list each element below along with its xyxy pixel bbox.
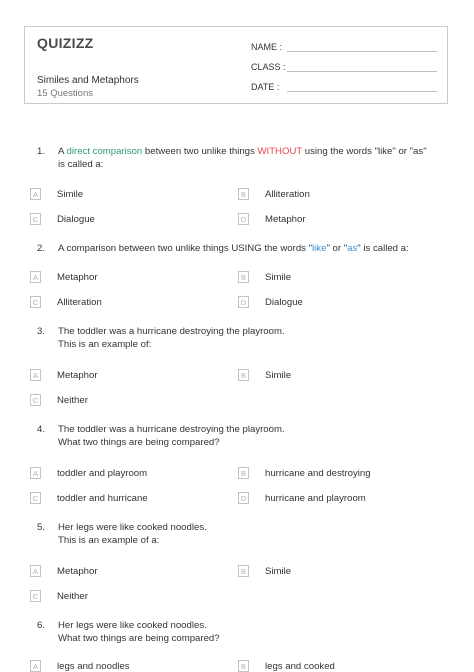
option-text: legs and cooked	[265, 660, 335, 672]
question-text	[58, 521, 458, 547]
option-letter: C	[30, 492, 41, 504]
option-text: Simile	[265, 565, 292, 577]
text-segment: using the words "like" or "as"	[302, 146, 427, 157]
option-1d[interactable]	[238, 213, 306, 225]
option-text: Neither	[57, 590, 88, 602]
text-line: This is an example of a:	[58, 535, 160, 546]
option-letter: B	[238, 660, 249, 672]
option-4c[interactable]	[30, 492, 148, 504]
option-5a[interactable]	[30, 565, 98, 577]
option-letter: C	[30, 296, 41, 308]
name-field[interactable]	[251, 42, 437, 52]
option-4b[interactable]	[238, 467, 371, 479]
option-letter: A	[30, 565, 41, 577]
option-letter: D	[238, 213, 249, 225]
option-letter: B	[238, 271, 249, 283]
option-text: Alliteration	[265, 188, 310, 200]
text-segment: between two unlike things	[142, 146, 258, 157]
option-letter: B	[238, 369, 249, 381]
option-3b[interactable]	[238, 369, 291, 381]
option-text: Metaphor	[57, 369, 98, 381]
option-letter: D	[238, 296, 249, 308]
option-letter: A	[30, 369, 41, 381]
option-text: hurricane and destroying	[265, 467, 371, 479]
question-text	[58, 145, 458, 171]
option-text: toddler and hurricane	[57, 492, 148, 504]
question-text	[58, 242, 458, 255]
option-text: Neither	[57, 394, 88, 406]
option-letter: C	[30, 590, 41, 602]
text-line: The toddler was a hurricane destroying the playroom.	[58, 326, 285, 337]
text-segment: A comparison between two unlike things USING the words "	[58, 243, 313, 254]
class-field[interactable]	[251, 62, 437, 72]
option-text: legs and noodles	[57, 660, 130, 672]
text-line: What two things are being compared?	[58, 437, 220, 448]
text-line: Her legs were like cooked noodles.	[58, 620, 207, 631]
text-line: The toddler was a hurricane destroying the playroom.	[58, 424, 285, 435]
highlight-direct-comparison: direct comparison	[66, 146, 143, 157]
date-field[interactable]	[251, 82, 437, 92]
text-segment: is called a:	[58, 159, 104, 170]
class-line	[287, 62, 437, 72]
option-text: Metaphor	[57, 565, 98, 577]
option-text: Metaphor	[265, 213, 306, 225]
option-text: Alliteration	[57, 296, 102, 308]
question-number: 1.	[37, 146, 46, 157]
option-5c[interactable]	[30, 590, 88, 602]
quizizz-logo: QUIZIZZ	[37, 35, 94, 51]
worksheet-header	[24, 26, 448, 104]
option-letter: D	[238, 492, 249, 504]
question-number: 3.	[37, 326, 46, 337]
option-letter: A	[30, 467, 41, 479]
option-5b[interactable]	[238, 565, 291, 577]
option-text: Simile	[57, 188, 84, 200]
date-label: DATE :	[251, 82, 280, 92]
text-line: Her legs were like cooked noodles.	[58, 522, 207, 533]
question-number: 4.	[37, 424, 46, 435]
worksheet-title: Similes and Metaphors	[37, 75, 139, 86]
name-line	[287, 42, 437, 52]
text-segment: " is called a:	[357, 243, 409, 254]
text-line: What two things are being compared?	[58, 633, 220, 644]
option-text: Simile	[265, 369, 292, 381]
question-number: 5.	[37, 522, 46, 533]
option-text: Simile	[265, 271, 292, 283]
option-letter: C	[30, 394, 41, 406]
text-segment: A	[58, 146, 67, 157]
option-2d[interactable]	[238, 296, 303, 308]
option-1c[interactable]	[30, 213, 95, 225]
text-line: This is an example of:	[58, 339, 152, 350]
option-6a[interactable]	[30, 660, 130, 672]
option-text: Metaphor	[57, 271, 98, 283]
question-number: 2.	[37, 243, 46, 254]
option-letter: A	[30, 188, 41, 200]
option-4d[interactable]	[238, 492, 366, 504]
highlight-as: as	[347, 243, 358, 254]
option-2c[interactable]	[30, 296, 102, 308]
name-label: NAME :	[251, 42, 283, 52]
option-4a[interactable]	[30, 467, 147, 479]
option-text: Dialogue	[265, 296, 303, 308]
date-line	[287, 82, 437, 92]
question-count: 15 Questions	[37, 88, 93, 99]
option-letter: B	[238, 467, 249, 479]
class-label: CLASS :	[251, 62, 286, 72]
option-1b[interactable]	[238, 188, 310, 200]
option-letter: A	[30, 271, 41, 283]
option-text: Dialogue	[57, 213, 95, 225]
question-text	[58, 325, 458, 351]
highlight-like: like	[312, 243, 327, 254]
question-text	[58, 423, 458, 449]
option-letter: C	[30, 213, 41, 225]
question-number: 6.	[37, 620, 46, 631]
option-6b[interactable]	[238, 660, 335, 672]
option-text: hurricane and playroom	[265, 492, 366, 504]
question-text	[58, 619, 458, 645]
option-3c[interactable]	[30, 394, 88, 406]
option-3a[interactable]	[30, 369, 98, 381]
option-1a[interactable]	[30, 188, 83, 200]
option-letter: A	[30, 660, 41, 672]
option-letter: B	[238, 188, 249, 200]
highlight-without: WITHOUT	[257, 146, 303, 157]
option-letter: B	[238, 565, 249, 577]
option-text: toddler and playroom	[57, 467, 148, 479]
text-segment: " or "	[326, 243, 348, 254]
option-2a[interactable]	[30, 271, 98, 283]
option-2b[interactable]	[238, 271, 291, 283]
